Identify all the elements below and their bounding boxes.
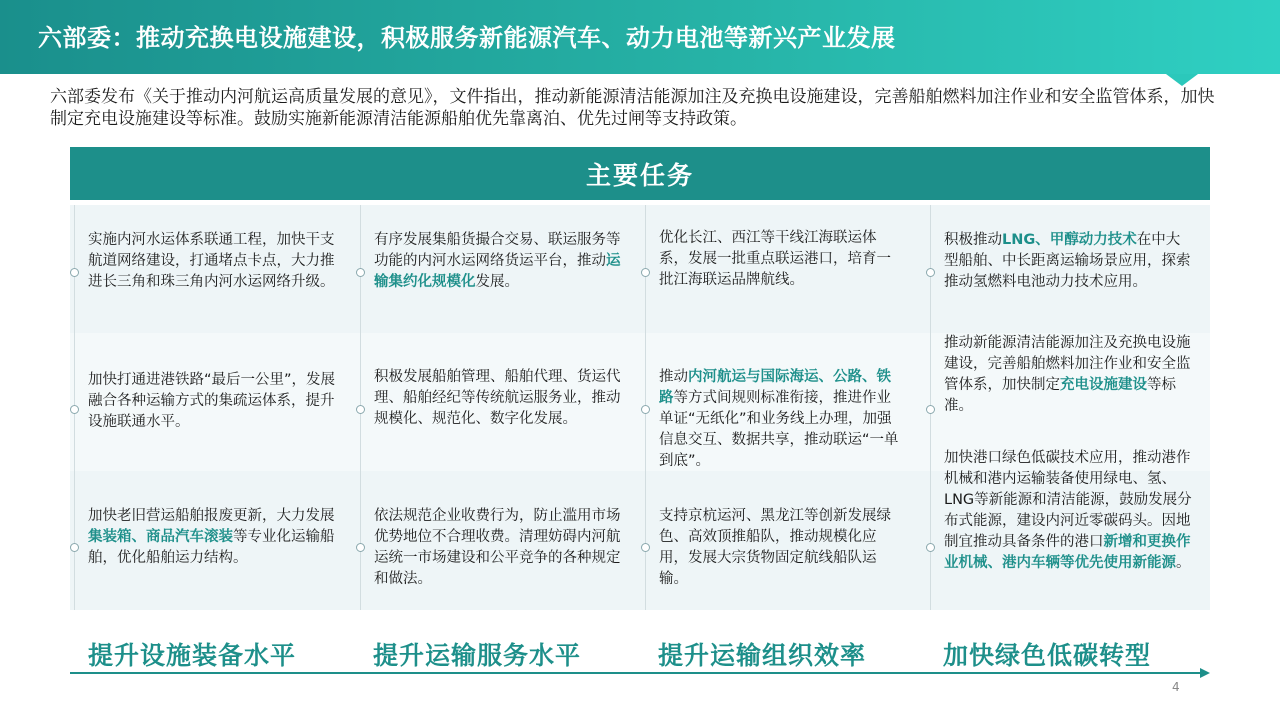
task-cell	[659, 228, 905, 291]
task-text: 。	[1176, 555, 1191, 571]
task-highlight: 新增和更换作业机械、港内车辆等优先使用新能源	[944, 534, 1191, 571]
task-cell	[659, 367, 905, 472]
column-label-4: 加快绿色低碳转型	[943, 641, 1152, 670]
task-text: 推动新能源清洁能源加注及充换电设施建设，完善船舶燃料加注作业和安全监管体系，加快制定	[944, 335, 1191, 393]
page-title: 六部委：推动充换电设施建设，积极服务新能源汽车、动力电池等新兴产业发展	[38, 24, 896, 52]
timeline-dot-icon	[356, 268, 365, 277]
timeline-dot-icon	[70, 543, 79, 552]
task-cell	[944, 333, 1194, 417]
task-text: 等专业化运输船舶，优化船舶运力结构。	[88, 529, 335, 566]
timeline-dot-icon	[926, 405, 935, 414]
task-text: 等标准。	[944, 377, 1176, 414]
task-text: 积极推动	[944, 232, 1002, 248]
task-cell	[88, 370, 346, 433]
task-cell	[88, 506, 346, 569]
task-cell	[944, 448, 1194, 574]
timeline-dot-icon	[356, 543, 365, 552]
task-highlight: 充电设施建设	[1060, 377, 1147, 393]
task-text: 依法规范企业收费行为，防止滥用市场优势地位不合理收费。清理妨碍内河航运统一市场建设和公平竞争的各种规定和做法。	[374, 508, 621, 587]
page-number: 4	[1172, 680, 1180, 694]
column-label-2: 提升运输服务水平	[373, 641, 582, 670]
title-notch	[1166, 74, 1198, 86]
task-text: 加快老旧营运船舶报废更新，大力发展	[88, 508, 335, 524]
task-cell	[659, 506, 905, 590]
task-text: 等方式间规则标准衔接，推进作业单证“无纸化”和业务线上办理，加强信息交互、数据共享，推动联运“一单到底”。	[659, 390, 899, 469]
task-text: 优化长江、西江等干线江海联运体系，发展一批重点联运港口，培育一批江海联运品牌航线。	[659, 230, 891, 288]
axis-line	[70, 672, 1202, 674]
task-text: 发展。	[475, 274, 519, 290]
task-text: 积极发展船舶管理、船舶代理、货运代理、船舶经纪等传统航运服务业，推动规模化、规范化、数字化发展。	[374, 369, 621, 427]
intro-paragraph: 六部委发布《关于推动内河航运高质量发展的意见》，文件指出，推动新能源清洁能源加注及充换电设施建设，完善船舶燃料加注作业和安全监管体系，加快制定充电设施建设等标准。鼓励实施新能源清洁能源船舶优先靠离泊、优先过闸等支持政策。	[50, 87, 1215, 129]
task-text: 实施内河水运体系联通工程，加快干支航道网络建设，打通堵点卡点，大力推进长三角和珠三角内河水运网络升级。	[88, 232, 335, 290]
task-highlight: LNG、甲醇动力技术	[1002, 232, 1137, 248]
column-label-3: 提升运输组织效率	[658, 641, 867, 670]
task-highlight: 运输集约化规模化	[374, 253, 621, 290]
timeline-dot-icon	[641, 268, 650, 277]
task-text: 推动	[659, 369, 688, 385]
task-text: 加快港口绿色低碳技术应用，推动港作机械和港内运输装备使用绿电、氢、LNG等新能源和清洁能源，鼓励发展分布式能源，建设内河近零碳码头。因地制宜推动具备条件的港口	[944, 450, 1192, 550]
task-cell	[374, 506, 622, 590]
task-text: 支持京杭运河、黑龙江等创新发展绿色、高效顶推船队，推动规模化应用，发展大宗货物固定航线船队运输。	[659, 508, 891, 587]
task-text: 加快打通进港铁路“最后一公里”，发展融合各种运输方式的集疏运体系，提升设施联通水平。	[88, 372, 336, 430]
title-bar	[0, 0, 1280, 74]
timeline-dot-icon	[70, 405, 79, 414]
timeline-dot-icon	[641, 405, 650, 414]
timeline-dot-icon	[356, 405, 365, 414]
tasks-header	[70, 147, 1210, 200]
task-cell	[944, 230, 1194, 293]
task-cell	[374, 367, 622, 430]
task-cell	[374, 230, 622, 293]
timeline-dot-icon	[70, 268, 79, 277]
tasks-header-label: 主要任务	[585, 160, 694, 190]
task-text: 在中大型船舶、中长距离运输场景应用，探索推动氢燃料电池动力技术应用。	[944, 232, 1191, 290]
column-label-1: 提升设施装备水平	[88, 641, 297, 670]
timeline-dot-icon	[926, 268, 935, 277]
task-highlight: 集装箱、商品汽车滚装	[88, 529, 233, 545]
task-highlight: 内河航运与国际海运、公路、铁路	[659, 369, 891, 406]
task-text: 有序发展集船货撮合交易、联运服务等功能的内河水运网络货运平台，推动	[374, 232, 621, 269]
axis-arrow-icon	[1200, 668, 1210, 678]
task-cell	[88, 230, 346, 293]
timeline-dot-icon	[641, 543, 650, 552]
timeline-dot-icon	[926, 543, 935, 552]
